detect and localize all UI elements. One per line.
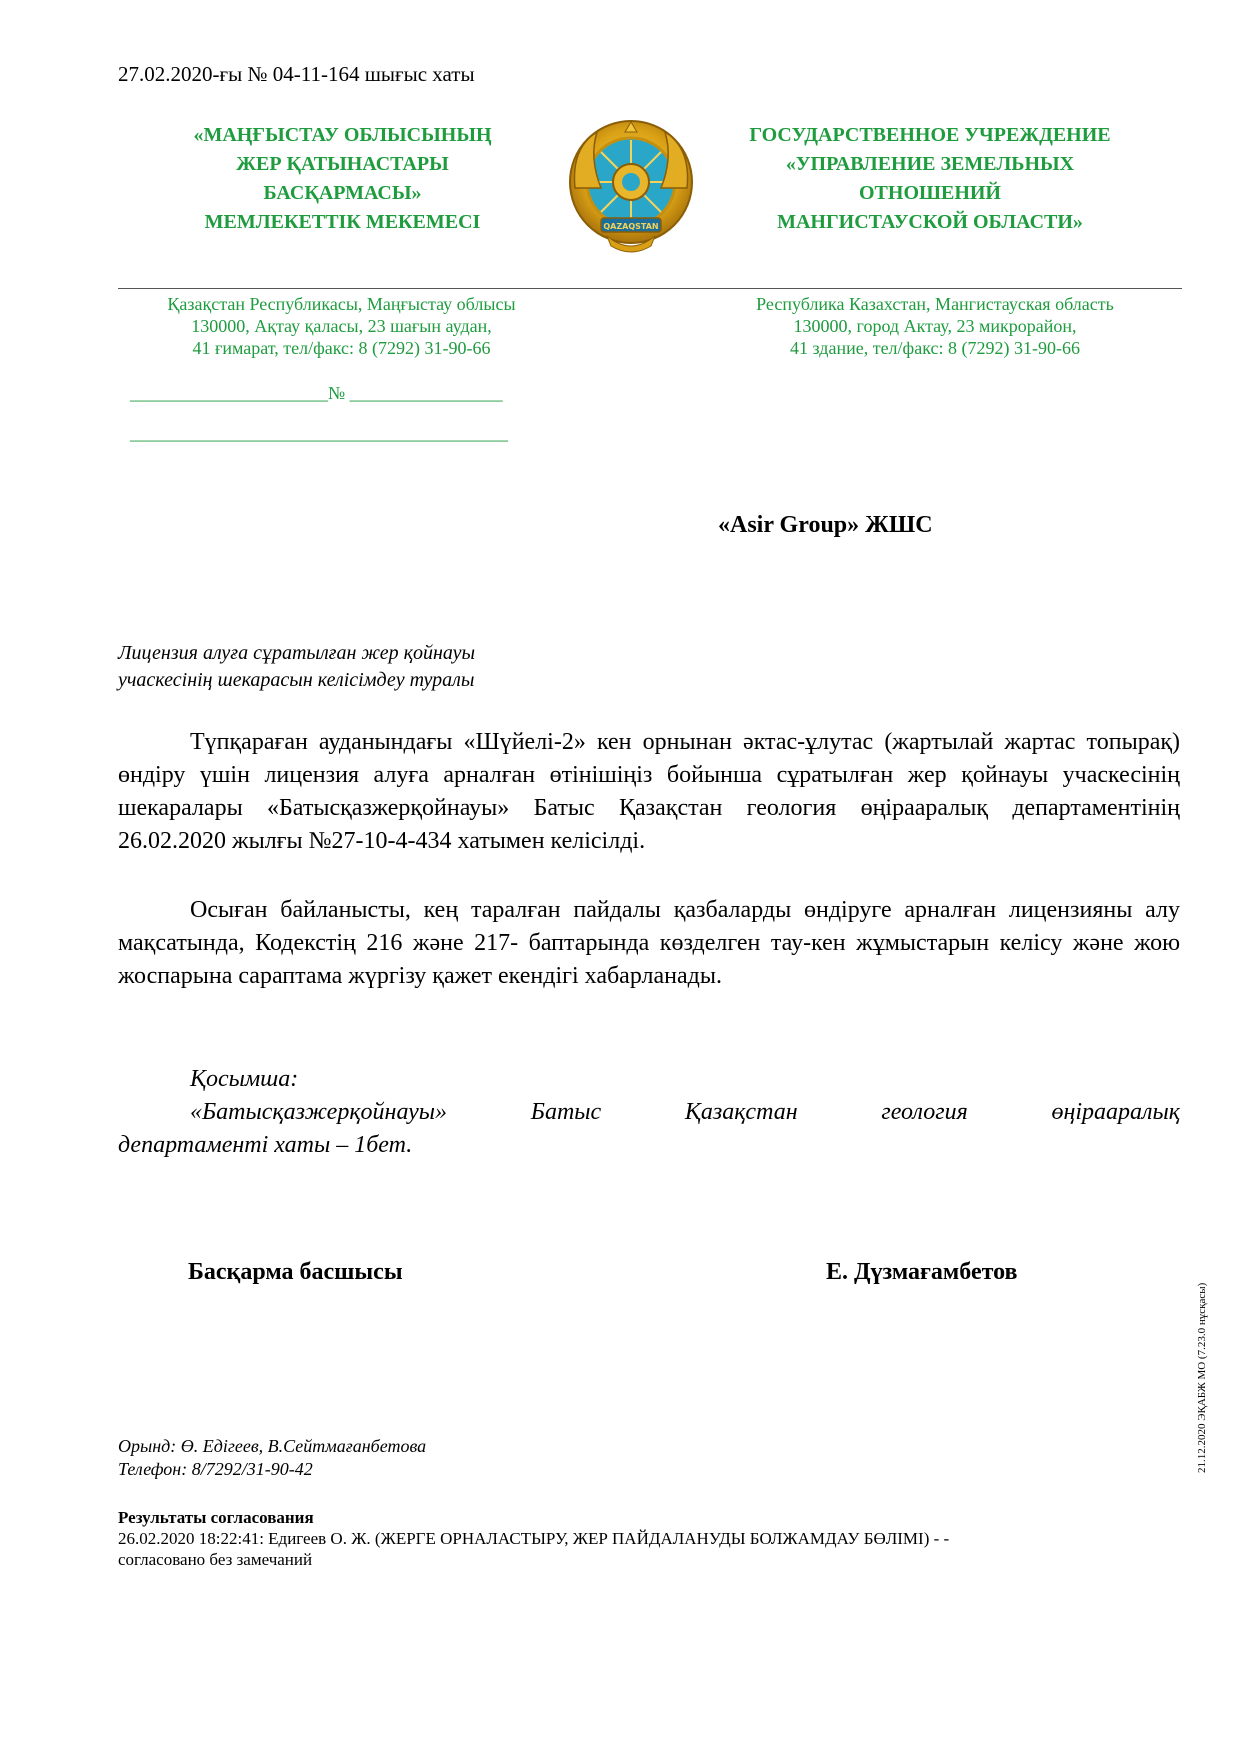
- body-paragraph-2: Осыған байланысты, кең таралған пайдалы қазбаларды өндіруге арналған лицензияны алу мақсатында, Кодекстің 216 және 217- баптарында көзделген тау-кен жұмыстарын келісу және жою жоспарына сараптама жүргізу қажет екендігі хабарланады.: [118, 897, 1180, 989]
- state-emblem-icon: [567, 118, 695, 258]
- signatory-name: Е. Дүзмағамбетов: [826, 1259, 1018, 1285]
- approval-results: Результаты согласования 26.02.2020 18:22:41: Едигеев О. Ж. (ЖЕРГЕ ОРНАЛАСТЫРУ, ЖЕР ПАЙДАЛАНУДЫ БОЛЖАМДАУ БӨЛІМІ) - - согласовано без замечаний: [118, 1508, 950, 1569]
- appendix-line-continued: департаменті хаты – 1бет.: [118, 1132, 413, 1158]
- address-russian: Республика Казахстан, Мангистауская область 130000, город Актау, 23 микрорайон, 41 здание, тел/факс: 8 (7292) 31-90-66: [756, 294, 1114, 358]
- subject: Лицензия алуға сұратылған жер қойнауы учаскесінің шекарасын келісімдеу туралы: [118, 642, 476, 691]
- emblem-ribbon-text: QAZAQSTAN: [603, 222, 659, 231]
- system-side-note: 21.12.2020 ЭҚАБЖ МО (7.23.0 нұсқасы): [1196, 1282, 1208, 1473]
- org-name-russian: ГОСУДАРСТВЕННОЕ УЧРЕЖДЕНИЕ «УПРАВЛЕНИЕ ЗЕМЕЛЬНЫХ ОТНОШЕНИЙ МАНГИСТАУСКОЙ ОБЛАСТИ»: [749, 124, 1111, 233]
- signatory-position: Басқарма басшысы: [188, 1259, 403, 1285]
- body-paragraph-1: Түпқараған ауданындағы «Шүйелі-2» кен орнынан әктас-ұлутас (жартылай жартас топырақ) өндіру үшін лицензия алуға арналған өтінішіңіз бойынша сұратылған жер қойнауы учаскесінің шекаралары «Батысқазжерқойнауы» Батыс Қазақстан геология өңірааралық департаментінің 26.02.2020 жылғы №27-10-4-434 хатымен келісілді.: [118, 729, 1180, 854]
- outgoing-reference: 27.02.2020-ғы № 04-11-164 шығыс хаты: [118, 62, 475, 86]
- blank-line: __________________________________________: [130, 423, 508, 443]
- address-kazakh: Қазақстан Республикасы, Маңғыстау облысы 130000, Ақтау қаласы, 23 шағын аудан, 41 ғимарат, тел/факс: 8 (7292) 31-90-66: [167, 294, 516, 358]
- recipient: «Asir Group» ЖШС: [718, 512, 933, 538]
- blank-number-line: ______________________№ _________________: [130, 383, 503, 403]
- header-divider: [118, 288, 1182, 289]
- executor-info: Орынд: Ө. Едігеев, В.Сейтмағанбетова Телефон: 8/7292/31-90-42: [118, 1436, 427, 1479]
- org-name-kazakh: «МАҢҒЫСТАУ ОБЛЫСЫНЫҢ ЖЕР ҚАТЫНАСТАРЫ БАСҚАРМАСЫ» МЕМЛЕКЕТТІК МЕКЕМЕСІ: [193, 124, 492, 233]
- appendix-label: Қосымша:: [190, 1066, 299, 1092]
- appendix: [118, 1063, 1180, 1162]
- appendix-line: «Батысқазжерқойнауы» Батыс Қазақстан геология өңірааралық: [190, 1099, 1180, 1125]
